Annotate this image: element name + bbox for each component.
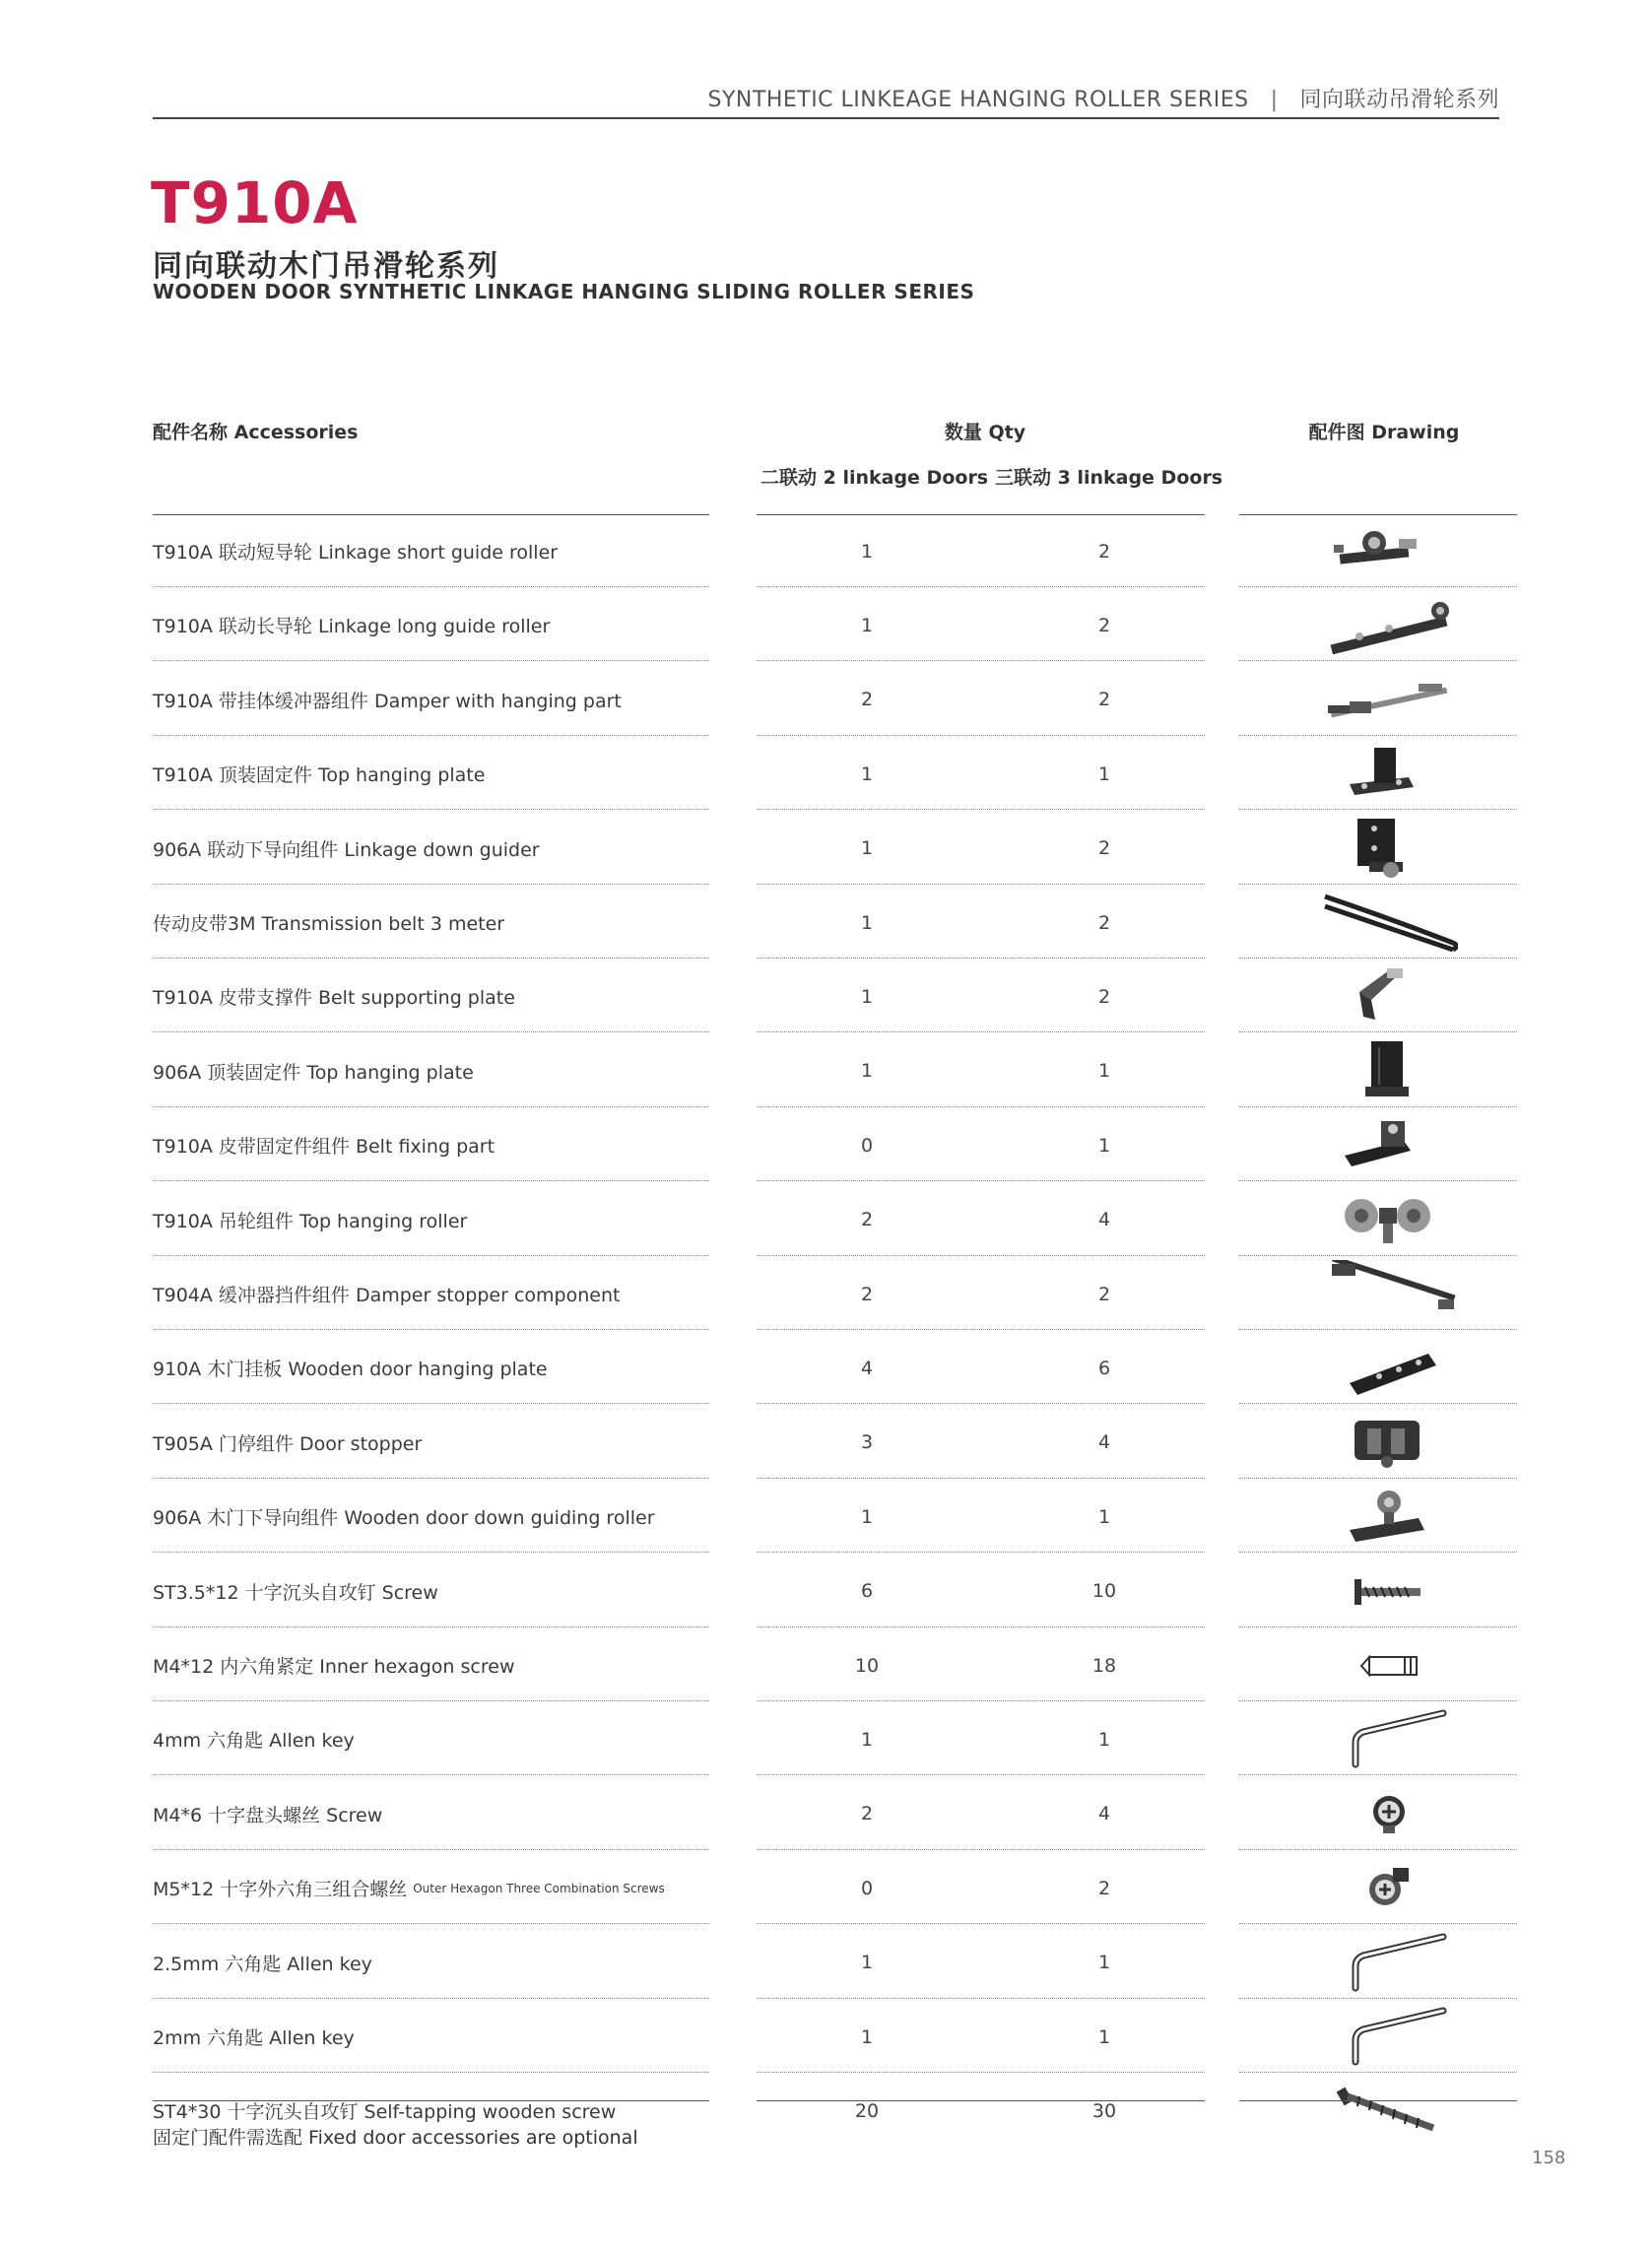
row-divider [757, 2072, 1205, 2073]
row-divider [757, 1106, 1205, 1107]
accessory-name [153, 1109, 704, 1181]
row-divider [153, 809, 709, 810]
qty-three-doors: 2 [1097, 985, 1111, 1008]
accessory-name-text: M5*12 十字外六角三组合螺丝 [153, 1879, 408, 1901]
row-divider [1239, 1552, 1517, 1553]
row-divider [1239, 1849, 1517, 1850]
row-divider [153, 1626, 709, 1627]
short-guide-roller-icon [1320, 517, 1458, 585]
qty-three-doors: 2 [1097, 614, 1111, 636]
belt-icon [1320, 889, 1458, 957]
accessory-name-text: 910A 木门挂板 Wooden door hanging plate [153, 1359, 548, 1381]
qty-two-doors: 1 [860, 985, 874, 1008]
down-guiding-roller-icon [1320, 1483, 1458, 1551]
table-row [0, 1852, 1652, 1924]
qty-two-doors: 4 [860, 1357, 874, 1379]
accessory-name [153, 589, 704, 661]
row-divider [1239, 1329, 1517, 1330]
table-row [0, 2001, 1652, 2073]
accessory-name-text: 传动皮带3M Transmission belt 3 meter [153, 913, 505, 935]
accessory-name-text: T904A 缓冲器挡件组件 Damper stopper component [153, 1285, 621, 1306]
belt-support-icon [1320, 962, 1458, 1030]
qty-two-doors: 2 [860, 1283, 874, 1305]
row-divider [757, 1998, 1205, 1999]
row-divider [153, 1923, 709, 1924]
accessory-name-text: T910A 皮带固定件组件 Belt fixing part [153, 1136, 496, 1159]
bottom-rule-accessories [153, 2100, 709, 2101]
accessory-name [153, 1258, 704, 1330]
row-divider [757, 884, 1205, 885]
row-divider [153, 1478, 709, 1479]
table-row [0, 1481, 1652, 1553]
row-divider [1239, 809, 1517, 810]
accessory-name [153, 1927, 704, 1999]
accessory-name-text: 906A 联动下导向组件 Linkage down guider [153, 838, 540, 861]
row-divider [1239, 958, 1517, 959]
row-divider [1239, 1478, 1517, 1479]
damper-stopper-icon [1320, 1260, 1458, 1328]
damper-icon [1320, 666, 1458, 734]
row-divider [1239, 884, 1517, 885]
row-divider [1239, 1626, 1517, 1627]
accessory-name-text: T910A 联动长导轮 Linkage long guide roller [153, 616, 551, 638]
table-row [0, 589, 1652, 661]
row-divider [757, 660, 1205, 661]
table-row [0, 1703, 1652, 1775]
qty-two-doors: 1 [860, 1505, 874, 1528]
qty-two-doors: 0 [860, 1134, 874, 1157]
accessory-name-text: ST4*30 十字沉头自攻钉 Self-tapping wooden screw [153, 2101, 617, 2124]
accessory-name [153, 1035, 704, 1107]
qty-two-doors: 6 [860, 1580, 874, 1603]
row-divider [153, 1998, 709, 1999]
accessory-name-text: T910A 顶装固定件 Top hanging plate [153, 764, 486, 787]
row-divider [153, 1180, 709, 1181]
qty-three-doors: 1 [1097, 1505, 1111, 1528]
series-header [708, 83, 1499, 113]
top-plate-906-icon [1320, 1037, 1458, 1105]
qty-three-doors: 30 [1091, 2099, 1117, 2122]
row-divider [153, 2072, 709, 2073]
table-row [0, 1778, 1652, 1850]
accessory-name [153, 1778, 704, 1850]
top-plate-icon [1320, 740, 1458, 808]
bottom-rule-qty [757, 2100, 1205, 2101]
row-divider [153, 1255, 709, 1256]
header-qty: 数量 Qty [944, 422, 1026, 443]
qty-three-doors: 10 [1091, 1580, 1117, 1603]
title-en: WOODEN DOOR SYNTHETIC LINKAGE HANGING SLIDING ROLLER SERIES [153, 280, 975, 303]
qty-two-doors: 1 [860, 1060, 874, 1083]
row-divider [153, 1403, 709, 1404]
table-row [0, 1035, 1652, 1107]
table-row [0, 1407, 1652, 1479]
row-divider [1239, 1031, 1517, 1032]
header-two-doors: 二联动 2 linkage Doors [760, 467, 989, 489]
qty-two-doors: 1 [860, 911, 874, 934]
accessory-name [153, 738, 704, 810]
qty-two-doors: 1 [860, 1728, 874, 1751]
accessory-name [153, 664, 704, 736]
qty-two-doors: 10 [854, 1654, 880, 1677]
qty-three-doors: 1 [1097, 2025, 1111, 2048]
accessory-name [153, 1852, 704, 1924]
header-rule [153, 117, 1499, 119]
row-divider [153, 1329, 709, 1330]
table-row [0, 515, 1652, 587]
belt-fixing-icon [1320, 1111, 1458, 1179]
down-guider-icon [1320, 815, 1458, 883]
row-divider [153, 1774, 709, 1775]
wood-screw-icon [1320, 2077, 1458, 2145]
accessory-name [153, 515, 704, 587]
qty-two-doors: 1 [860, 2025, 874, 2048]
row-divider [153, 958, 709, 959]
header-separator: | [1270, 88, 1279, 112]
row-divider [1239, 660, 1517, 661]
row-divider [1239, 1403, 1517, 1404]
accessory-name [153, 1556, 704, 1627]
qty-three-doors: 4 [1097, 1209, 1111, 1231]
accessory-name [153, 1629, 704, 1701]
row-divider [153, 1552, 709, 1553]
qty-three-doors: 1 [1097, 763, 1111, 785]
allen-key-icon [1320, 1705, 1458, 1773]
row-divider [1239, 1700, 1517, 1701]
door-stopper-icon [1320, 1409, 1458, 1477]
row-divider [757, 735, 1205, 736]
accessory-name-text: M4*6 十字盘头螺丝 Screw [153, 1804, 383, 1826]
header-three-doors: 三联动 3 linkage Doors [995, 467, 1223, 489]
qty-three-doors: 4 [1097, 1431, 1111, 1454]
accessory-name-text: ST3.5*12 十字沉头自攻钉 Screw [153, 1581, 438, 1604]
allen-key-icon [1320, 2003, 1458, 2071]
accessory-name-text: 906A 顶装固定件 Top hanging plate [153, 1061, 474, 1084]
accessory-name [153, 2001, 704, 2073]
header-drawing: 配件图 Drawing [1308, 422, 1460, 443]
qty-three-doors: 2 [1097, 689, 1111, 711]
table-row [0, 664, 1652, 736]
qty-three-doors: 2 [1097, 837, 1111, 860]
pan-head-screw-icon [1320, 1780, 1458, 1848]
accessory-name-text: 4mm 六角匙 Allen key [153, 1730, 355, 1753]
accessory-name-text: 2mm 六角匙 Allen key [153, 2027, 355, 2049]
table-row [0, 887, 1652, 959]
qty-three-doors: 2 [1097, 1283, 1111, 1305]
qty-two-doors: 2 [860, 1209, 874, 1231]
accessory-name-note: Outer Hexagon Three Combination Screws [413, 1881, 665, 1895]
row-divider [757, 1255, 1205, 1256]
combination-screw-icon [1320, 1854, 1458, 1922]
table-row [0, 961, 1652, 1032]
accessory-name [153, 1184, 704, 1256]
accessory-name-text: T910A 皮带支撑件 Belt supporting plate [153, 987, 515, 1010]
qty-two-doors: 1 [860, 763, 874, 785]
qty-two-doors: 1 [860, 837, 874, 860]
accessory-name [153, 1481, 704, 1553]
accessory-name [153, 1407, 704, 1479]
page-number: 158 [1532, 2148, 1566, 2168]
row-divider [153, 586, 709, 587]
row-divider [757, 958, 1205, 959]
qty-two-doors: 1 [860, 614, 874, 636]
screw-icon [1320, 1558, 1458, 1625]
qty-three-doors: 2 [1097, 1877, 1111, 1899]
row-divider [757, 1478, 1205, 1479]
qty-two-doors: 1 [860, 1952, 874, 1974]
row-divider [757, 1626, 1205, 1627]
row-divider [1239, 1255, 1517, 1256]
allen-key-icon [1320, 1929, 1458, 1997]
hanging-plate-icon [1320, 1334, 1458, 1402]
accessory-name [153, 1703, 704, 1775]
qty-three-doors: 4 [1097, 1803, 1111, 1825]
model-code: T910A [151, 169, 359, 236]
row-divider [153, 735, 709, 736]
qty-two-doors: 3 [860, 1431, 874, 1454]
accessory-name-text: T910A 带挂体缓冲器组件 Damper with hanging part [153, 690, 622, 712]
accessory-name-text: M4*12 内六角紧定 Inner hexagon screw [153, 1656, 515, 1678]
accessory-name-text: 2.5mm 六角匙 Allen key [153, 1953, 372, 1975]
qty-three-doors: 1 [1097, 1060, 1111, 1083]
qty-three-doors: 1 [1097, 1134, 1111, 1157]
table-row [0, 1109, 1652, 1181]
table-row [0, 738, 1652, 810]
table-row [0, 813, 1652, 885]
row-divider [757, 1180, 1205, 1181]
table-row [0, 1184, 1652, 1256]
qty-two-doors: 2 [860, 1803, 874, 1825]
row-divider [1239, 735, 1517, 736]
row-divider [153, 660, 709, 661]
qty-two-doors: 2 [860, 689, 874, 711]
row-divider [757, 1849, 1205, 1850]
bottom-rule-drawing [1239, 2100, 1517, 2101]
table-row [0, 1629, 1652, 1701]
accessory-name-text: 906A 木门下导向组件 Wooden door down guiding roller [153, 1507, 655, 1530]
row-divider [757, 1774, 1205, 1775]
accessory-name-text: T905A 门停组件 Door stopper [153, 1432, 423, 1455]
row-divider [757, 586, 1205, 587]
table-row [0, 1332, 1652, 1404]
series-cn: 同向联动吊滑轮系列 [1299, 88, 1499, 112]
accessory-name [153, 961, 704, 1032]
accessory-name [153, 813, 704, 885]
qty-three-doors: 18 [1091, 1654, 1117, 1677]
qty-three-doors: 6 [1097, 1357, 1111, 1379]
accessory-name [153, 887, 704, 959]
accessory-name [153, 1332, 704, 1404]
table-row [0, 1258, 1652, 1330]
accessory-name-text: T910A 联动短导轮 Linkage short guide roller [153, 542, 559, 564]
row-divider [153, 884, 709, 885]
row-divider [1239, 1923, 1517, 1924]
row-divider [153, 1700, 709, 1701]
long-guide-roller-icon [1320, 591, 1458, 659]
row-divider [757, 1329, 1205, 1330]
row-divider [757, 1403, 1205, 1404]
row-divider [757, 1031, 1205, 1032]
table-row [0, 1556, 1652, 1627]
row-divider [1239, 1774, 1517, 1775]
row-divider [1239, 586, 1517, 587]
row-divider [153, 1106, 709, 1107]
qty-two-doors: 0 [860, 1877, 874, 1899]
row-divider [153, 1031, 709, 1032]
table-row [0, 1927, 1652, 1999]
qty-two-doors: 1 [860, 540, 874, 563]
title-cn: 同向联动木门吊滑轮系列 [153, 249, 499, 284]
accessory-name-text: T910A 吊轮组件 Top hanging roller [153, 1210, 468, 1232]
header-accessories: 配件名称 Accessories [153, 422, 359, 443]
footnote: 固定门配件需选配 Fixed door accessories are optional [153, 2127, 638, 2149]
row-divider [1239, 1180, 1517, 1181]
row-divider [757, 1700, 1205, 1701]
qty-two-doors: 20 [854, 2099, 880, 2122]
qty-three-doors: 2 [1097, 911, 1111, 934]
set-screw-icon [1320, 1631, 1458, 1699]
qty-three-doors: 2 [1097, 540, 1111, 563]
row-divider [1239, 1998, 1517, 1999]
row-divider [757, 1923, 1205, 1924]
row-divider [1239, 2072, 1517, 2073]
row-divider [757, 809, 1205, 810]
hanging-roller-icon [1320, 1186, 1458, 1254]
row-divider [757, 1552, 1205, 1553]
qty-three-doors: 1 [1097, 1728, 1111, 1751]
row-divider [153, 1849, 709, 1850]
series-en: SYNTHETIC LINKEAGE HANGING ROLLER SERIES [707, 88, 1249, 112]
row-divider [1239, 1106, 1517, 1107]
qty-three-doors: 1 [1097, 1952, 1111, 1974]
